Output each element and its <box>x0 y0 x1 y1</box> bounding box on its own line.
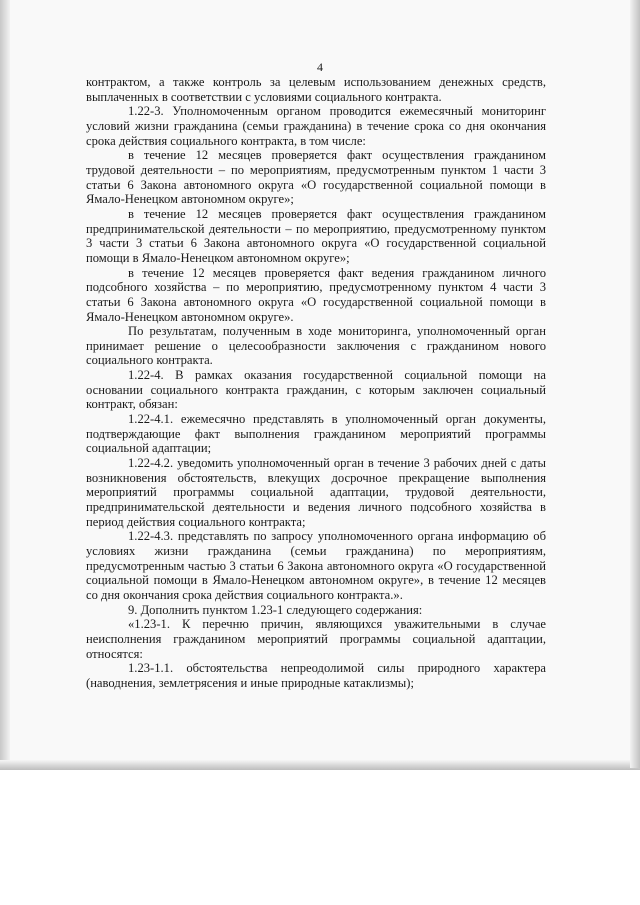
paragraph-1-22-4-2: 1.22-4.2. уведомить уполномоченный орган в течение 3 рабочих дней с даты возникновения обстоятельств, влекущих досрочное прекращение выполнения мероприятий программы социальной адаптации, трудовой деятельности, предпринимательской деятельности и ведения личного подсобного хозяйства в период действия социального контракта; <box>86 456 546 529</box>
page-number: 4 <box>317 60 323 74</box>
paragraph-monitoring-results: По результатам, полученным в ходе мониторинга, уполномоченный орган принимает решение о целесообразности заключения с гражданином нового социального контракта. <box>86 324 546 368</box>
page-bottom-edge <box>0 760 640 770</box>
paragraph-1-23-1-1: 1.23-1.1. обстоятельства непреодолимой силы природного характера (наводнения, землетрясения и иные природные катаклизмы); <box>86 661 546 690</box>
document-body <box>86 75 546 691</box>
paragraph-labor-activity: в течение 12 месяцев проверяется факт осуществления гражданином трудовой деятельности – по мероприятиям, предусмотренным пунктом 1 части 3 статьи 6 Закона автономного округа «О государственной социальной помощи в Ямало-Ненецком автономном округе»; <box>86 148 546 207</box>
paragraph-household-farming: в течение 12 месяцев проверяется факт ведения гражданином личного подсобного хозяйства – по мероприятию, предусмотренному пунктом 4 части 3 статьи 6 Закона автономного округа «О государственной социальной помощи в Ямало-Ненецком автономном округе». <box>86 265 546 324</box>
paragraph-entrepreneurship: в течение 12 месяцев проверяется факт осуществления гражданином предпринимательской деятельности – по мероприятию, предусмотренному пунктом 3 части 3 статьи 6 Закона автономного округа «О государственной социальной помощи в Ямало-Ненецком автономном округе»; <box>86 206 546 265</box>
paragraph-1-23-1: «1.23-1. К перечню причин, являющихся уважительными в случае неисполнения гражданином мероприятий программы социальной адаптации, относятся: <box>86 617 546 661</box>
paragraph-1-22-3: 1.22-3. Уполномоченным органом проводится ежемесячный мониторинг условий жизни гражданина (семьи гражданина) в течение срока со дня окончания срока действия социального контракта, в том числе: <box>86 104 546 148</box>
paragraph-1-22-4-1: 1.22-4.1. ежемесячно представлять в уполномоченный орган документы, подтверждающие факт выполнения гражданином мероприятий программы социальной адаптации; <box>86 412 546 456</box>
paragraph-item-9: 9. Дополнить пунктом 1.23-1 следующего содержания: <box>128 602 423 617</box>
paragraph-continuation: контрактом, а также контроль за целевым использованием денежных средств, выплаченных в соответствии с условиями социального контракта. <box>86 75 546 104</box>
paragraph-1-22-4: 1.22-4. В рамках оказания государственной социальной помощи на основании социального контракта гражданин, с которым заключен социальный контракт, обязан: <box>86 368 546 412</box>
paragraph-1-22-4-3: 1.22-4.3. представлять по запросу уполномоченного органа информацию об условиях жизни гражданина (семьи гражданина) по мероприятиям, предусмотренным частью 3 статьи 6 Закона автономного округа «О государственной социальной помощи в Ямало-Ненецком автономном округе», в течение 12 месяцев со дня окончания срока действия социального контракта.». <box>86 529 546 602</box>
